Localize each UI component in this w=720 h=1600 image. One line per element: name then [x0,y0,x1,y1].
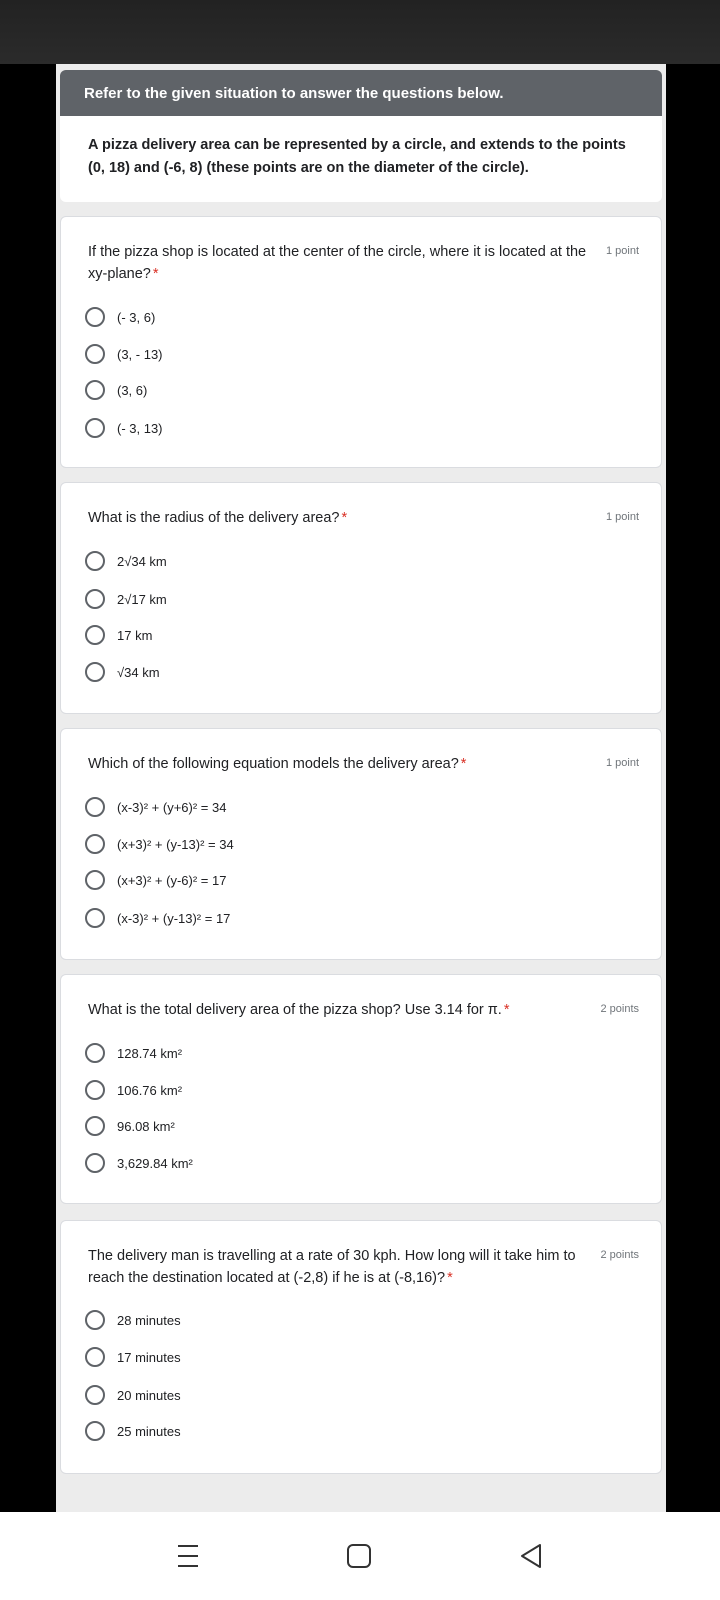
question-card [60,728,662,960]
radio-option[interactable] [85,378,147,402]
radio-button[interactable] [85,344,105,364]
option-label: (3, 6) [117,382,148,398]
radio-option[interactable] [85,906,230,930]
radio-option[interactable] [85,623,152,647]
option-label: 96.08 km² [117,1118,175,1134]
option-label: (3, - 13) [117,346,163,362]
back-icon[interactable] [518,1542,544,1570]
question-card [60,216,662,468]
radio-option[interactable] [85,1383,181,1407]
radio-option[interactable] [85,549,167,573]
option-label: 28 minutes [117,1312,181,1328]
radio-option[interactable] [85,1041,182,1065]
option-label: (x+3)² + (y-13)² = 34 [117,836,234,852]
radio-option[interactable] [85,1114,175,1138]
radio-option[interactable] [85,342,163,366]
navigation-bar [0,1512,720,1600]
question-title: Which of the following equation models the delivery area? * [88,756,467,772]
radio-button[interactable] [85,908,105,928]
radio-option[interactable] [85,832,234,856]
radio-button[interactable] [85,870,105,890]
radio-button[interactable] [85,1043,105,1063]
radio-button[interactable] [85,625,105,645]
radio-button[interactable] [85,380,105,400]
option-label: 2√17 km [117,591,167,607]
option-label: (x-3)² + (y+6)² = 34 [117,799,227,815]
radio-option[interactable] [85,1419,181,1443]
section-description: A pizza delivery area can be represented by a circle, and extends to the points (0, 18) and (-6, 8) (these points are on the diameter of the circle). [60,116,662,202]
radio-button[interactable] [85,418,105,438]
home-icon[interactable] [346,1543,372,1569]
radio-button[interactable] [85,1080,105,1100]
question-points: 1 point [605,757,639,769]
question-card [60,974,662,1204]
option-label: 128.74 km² [117,1045,183,1061]
question-points: 1 point [605,245,639,257]
status-bar [0,0,720,64]
radio-button[interactable] [85,1310,105,1330]
section-header: Refer to the given situation to answer the questions below. [60,70,662,116]
required-mark: * [341,510,348,526]
radio-button[interactable] [85,1153,105,1173]
required-mark: * [447,1270,453,1286]
radio-option[interactable] [85,587,167,611]
question-points: 2 points [600,1249,639,1261]
question-card [60,1220,662,1474]
option-label: 17 km [117,627,153,643]
radio-option[interactable] [85,795,226,819]
question-title: What is the total delivery area of the pizza shop? Use 3.14 for π. * [88,1002,510,1018]
question-card [60,482,662,714]
radio-option[interactable] [85,660,160,684]
option-label: 3,629.84 km² [117,1155,193,1171]
question-points: 2 points [600,1003,639,1015]
option-label: 106.76 km² [117,1082,183,1098]
option-label: 25 minutes [117,1423,181,1439]
option-label: 20 minutes [117,1387,181,1403]
question-points: 1 point [605,511,639,523]
question-title: If the pizza shop is located at the center of the circle, where it is located at the xy-plane? * [88,244,587,282]
option-label: (x+3)² + (y-6)² = 17 [117,872,227,888]
required-mark: * [503,1002,510,1018]
required-mark: * [460,756,467,772]
radio-button[interactable] [85,589,105,609]
option-label: (- 3, 13) [117,420,163,436]
radio-button[interactable] [85,551,105,571]
radio-button[interactable] [85,307,105,327]
recent-apps-icon[interactable] [176,1542,200,1570]
radio-button[interactable] [85,1421,105,1441]
radio-option[interactable] [85,1345,181,1369]
radio-option[interactable] [85,416,163,440]
question-title: What is the radius of the delivery area? * [88,510,348,526]
form-page [56,64,666,1512]
radio-option[interactable] [85,868,226,892]
radio-button[interactable] [85,834,105,854]
radio-button[interactable] [85,1347,105,1367]
radio-button[interactable] [85,797,105,817]
option-label: 17 minutes [117,1349,181,1365]
radio-button[interactable] [85,1116,105,1136]
required-mark: * [152,266,159,282]
radio-button[interactable] [85,1385,105,1405]
radio-button[interactable] [85,662,105,682]
radio-option[interactable] [85,1308,181,1332]
question-title: The delivery man is travelling at a rate of 30 kph. How long will it take him to reach the destination located at (-2,8) if he is at (-8,16)? * [88,1248,576,1286]
radio-option[interactable] [85,1151,193,1175]
option-label: (x-3)² + (y-13)² = 17 [117,910,231,926]
option-label: √34 km [117,664,160,680]
radio-option[interactable] [85,1078,182,1102]
option-label: (- 3, 6) [117,309,156,325]
radio-option[interactable] [85,305,155,329]
option-label: 2√34 km [117,553,167,569]
